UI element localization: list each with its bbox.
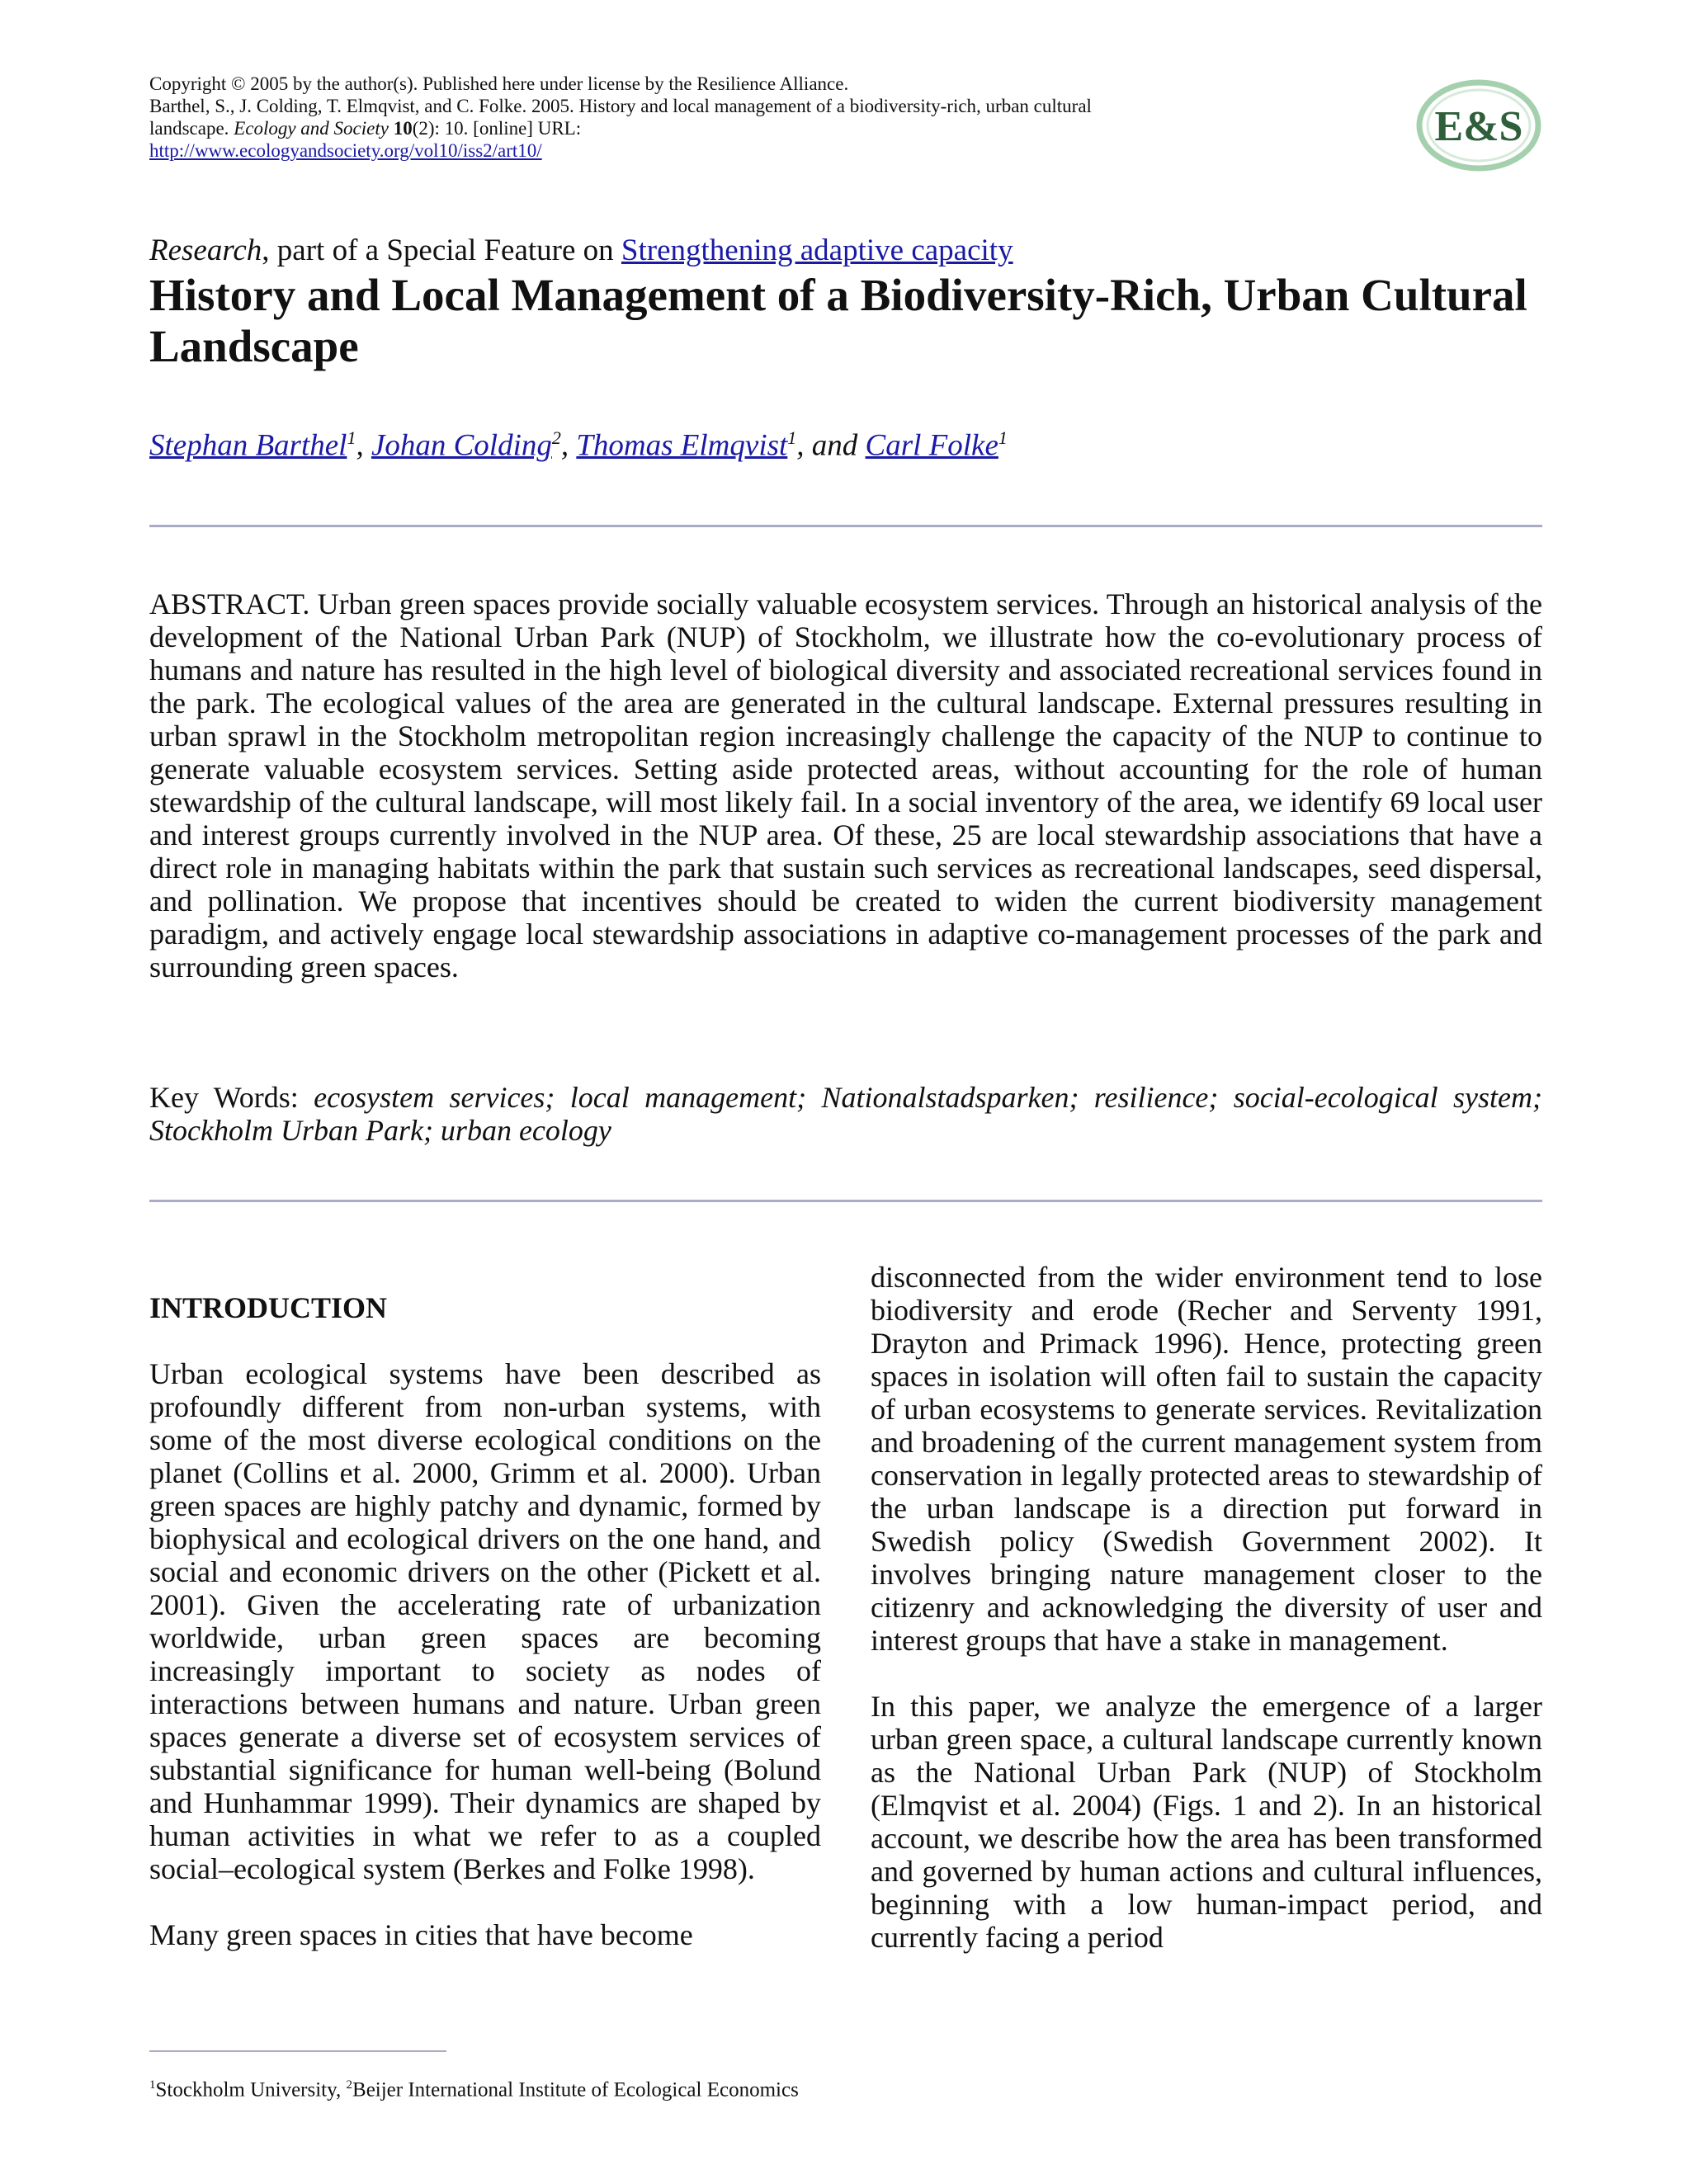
footnote-affiliation-1: Stockholm University,	[155, 2078, 347, 2101]
article-title: History and Local Management of a Biodiversity-Rich, Urban Cultural Landscape	[149, 270, 1527, 371]
author-affiliation-marker: 1	[787, 427, 797, 448]
author-link-elmqvist[interactable]: Thomas Elmqvist	[576, 428, 788, 463]
author-link-folke[interactable]: Carl Folke	[865, 428, 998, 463]
author-separator: ,	[356, 428, 371, 463]
author-list	[149, 419, 1008, 465]
article-type: Research	[149, 233, 262, 267]
footnote-affiliation-2: Beijer International Institute of Ecological Economics	[352, 2078, 799, 2101]
keywords	[149, 1081, 1542, 1147]
author-affiliation-marker: 1	[998, 427, 1008, 448]
citation-issue: (2): 10. [online] URL:	[412, 118, 582, 139]
es-logo-text: E&S	[1434, 103, 1523, 150]
citation-url-line	[149, 139, 1098, 162]
citation-block	[149, 73, 1098, 162]
intro-paragraph-3: disconnected from the wider environment tend to lose biodiversity and erode (Recher and Serventy 1991, Drayton and Primack 1996). Hence, protecting green spaces in isolation will often fail to sustain the capacity of urban ecosystems to generate services. Revitalization and broadening of the current management system from conservation in legally protected areas to stewardship of the urban landscape is a direction put forward in Swedish policy (Swedish Government 2002). It involves bringing nature management closer to the citizenry and acknowledging the diversity of user and interest groups that have a stake in management.	[871, 1261, 1542, 1657]
citation-text	[149, 95, 1098, 139]
keywords-list: ecosystem services; local management; Nationalstadsparken; resilience; social-ecological system; Stockholm Urban Park; urban ecology	[149, 1081, 1543, 1147]
footnote-marker-1: 1	[149, 2078, 156, 2092]
special-feature-line	[149, 233, 1013, 269]
author-separator: ,	[560, 428, 577, 463]
author-and: , and	[796, 428, 866, 463]
column-left	[149, 1291, 821, 1951]
special-feature-link[interactable]: Strengthening adaptive capacity	[621, 233, 1013, 267]
footnote-marker-2: 2	[346, 2078, 353, 2092]
abstract: ABSTRACT. Urban green spaces provide socially valuable ecosystem services. Through an historical analysis of the development of the National Urban Park (NUP) of Stockholm, we illustrate how the co-evolutionary process of humans and nature has resulted in the high level of biological diversity and associated recreational services found in the park. The ecological values of the area are generated in the cultural landscape. External pressures resulting in urban sprawl in the Stockholm metropolitan region increasingly challenge the capacity of the NUP to continue to generate valuable ecosystem services. Setting aside protected areas, without accounting for the role of human stewardship of the cultural landscape, will most likely fail. In a social inventory of the area, we identify 69 local user and interest groups currently involved in the NUP area. Of these, 25 are local stewardship associations that have a direct role in managing habitats within the park that sustain such services as recreational landscapes, seed dispersal, and pollination. We propose that incentives should be created to widen the current biodiversity management paradigm, and actively engage local stewardship associations in adaptive co-management processes of the park and surrounding green spaces.	[149, 587, 1542, 984]
es-logo[interactable]	[1413, 78, 1545, 173]
author-link-colding[interactable]: Johan Colding	[371, 428, 552, 463]
footnote-divider	[149, 2050, 446, 2052]
es-logo-icon	[1413, 78, 1545, 173]
author-affiliation-marker: 1	[347, 427, 356, 448]
divider-top	[149, 525, 1542, 527]
affiliations-footnote	[149, 2073, 799, 2102]
citation-authors: Barthel, S., J. Colding, T. Elmqvist, and C. Folke. 2005. History and local management of a biodiversity-rich, urban cultural landscape.	[149, 96, 1092, 139]
copyright-line: Copyright © 2005 by the author(s). Published here under license by the Resilience Alliance.	[149, 73, 849, 94]
intro-paragraph-1: Urban ecological systems have been described as profoundly different from non-urban systems, with some of the most diverse ecological conditions on the planet (Collins et al. 2000, Grimm et al. 2000). Urban green spaces are highly patchy and dynamic, formed by biophysical and ecological drivers on the one hand, and social and economic drivers on the other (Pickett et al. 2001). Given the accelerating rate of urbanization worldwide, urban green spaces are becoming increasingly important to society as nodes of interactions between humans and nature. Urban green spaces generate a diverse set of ecosystem services of substantial significance for human well-being (Bolund and Hunhammar 1999). Their dynamics are shaped by human activities in what we refer to as a coupled social–ecological system (Berkes and Folke 1998).	[149, 1357, 821, 1885]
citation-url-link[interactable]: http://www.ecologyandsociety.org/vol10/iss2/art10/	[149, 140, 542, 161]
intro-paragraph-4: In this paper, we analyze the emergence of a larger urban green space, a cultural landscape currently known as the National Urban Park (NUP) of Stockholm (Elmqvist et al. 2004) (Figs. 1 and 2). In an historical account, we describe how the area has been transformed and governed by human actions and cultural influences, beginning with a low human-impact period, and currently facing a period	[871, 1690, 1542, 1954]
author-affiliation-marker: 2	[551, 427, 561, 448]
intro-paragraph-2: Many green spaces in cities that have become	[149, 1918, 693, 1951]
citation-volume: 10	[393, 118, 413, 139]
feature-text: , part of a Special Feature on	[262, 233, 614, 267]
author-link-barthel[interactable]: Stephan Barthel	[149, 428, 347, 463]
divider-bottom	[149, 1200, 1542, 1202]
column-right	[871, 1261, 1542, 1954]
section-heading-introduction: INTRODUCTION	[149, 1291, 388, 1324]
citation-journal: Ecology and Society	[234, 118, 389, 139]
keywords-label: Key Words:	[149, 1081, 314, 1114]
